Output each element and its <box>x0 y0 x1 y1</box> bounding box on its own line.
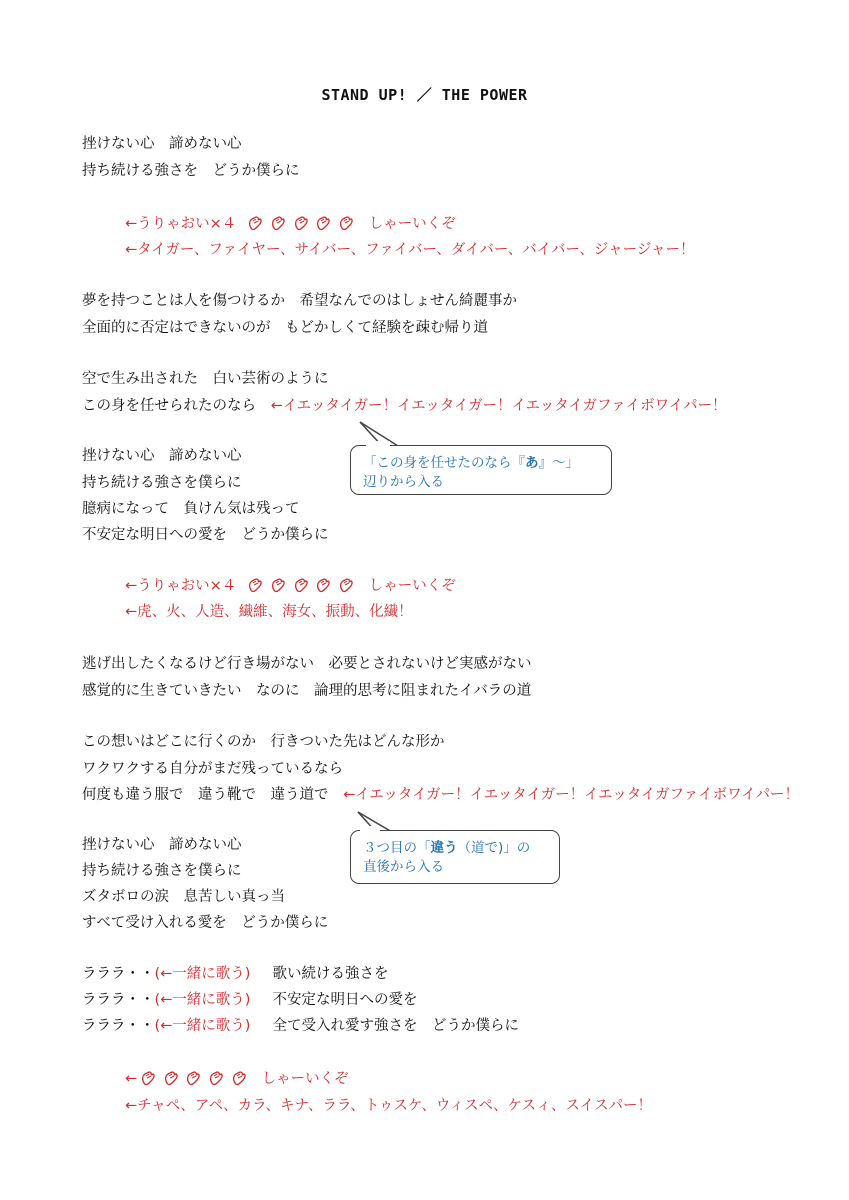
lyric-line: 挫けない心 諦めない心 <box>82 136 242 152</box>
call-text: ←うりゃおい×４ <box>125 216 237 232</box>
lyric-line: すべて受け入れる愛を どうか僕らに <box>82 915 329 931</box>
callout-tail-gap <box>360 826 380 832</box>
lyric-text: ラララ・・ <box>82 966 155 982</box>
lyric-line: 持ち続ける強さを僕らに <box>82 863 242 879</box>
callout-line: 直後から入る <box>363 859 444 875</box>
clapping-hands-icon <box>247 215 263 231</box>
callout-bubble <box>350 445 612 495</box>
lyric-text: ラララ・・ <box>82 1018 155 1034</box>
call-line <box>125 1069 349 1089</box>
clapping-hands-icon <box>247 577 263 593</box>
clap-group <box>139 1069 247 1089</box>
callout-text: （道で)」の <box>457 840 531 856</box>
lyric-line <box>82 990 417 1010</box>
call-line: ←虎、火、人造、繊維、海女、振動、化繊！ <box>125 604 413 620</box>
lyric-line: ズタボロの涙 息苦しい真っ当 <box>82 889 285 905</box>
call-line: ←タイガー、ファイヤー、サイバー、ファイバー、ダイバー、バイバー、ジャージャー！ <box>125 242 695 258</box>
lyric-line: 逃げ出したくなるけど行き場がない 必要とされないけど実感がない <box>82 656 532 672</box>
call-text: ←イエッタイガー！イエッタイガー！イエッタイガファイボワイパー！ <box>343 787 799 803</box>
clapping-hands-icon <box>315 577 331 593</box>
clapping-hands-icon <box>163 1070 179 1086</box>
lyric-text: 何度も違う服で 違う靴で 違う道で <box>82 787 329 803</box>
clapping-hands-icon <box>338 577 354 593</box>
lyric-line: 挫けない心 諦めない心 <box>82 448 242 464</box>
clap-group <box>246 214 354 234</box>
lyric-line <box>82 1016 519 1036</box>
clapping-hands-icon <box>140 1070 156 1086</box>
lyric-text: 不安定な明日への愛を <box>272 992 418 1008</box>
lyric-text: ラララ・・ <box>82 992 155 1008</box>
call-text: ← <box>125 1071 138 1087</box>
lyric-text: 全て受入れ愛す強さを どうか僕らに <box>272 1018 519 1034</box>
lyric-line: 挫けない心 諦めない心 <box>82 837 242 853</box>
lyric-line <box>82 785 799 805</box>
callout-line: 辺りから入る <box>363 474 444 490</box>
clapping-hands-icon <box>293 215 309 231</box>
callout-line <box>363 454 599 473</box>
lyric-line: ワクワクする自分がまだ残っているなら <box>82 761 343 777</box>
callout-text: 』～」 <box>538 455 579 471</box>
lyric-line <box>82 396 726 416</box>
clapping-hands-icon <box>185 1070 201 1086</box>
clapping-hands-icon <box>315 215 331 231</box>
lyric-line: この想いはどこに行くのか 行きついた先はどんな形か <box>82 734 445 750</box>
lyric-line: 感覚的に生きていきたい なのに 論理的思考に阻まれたイバラの道 <box>82 683 532 699</box>
lyric-line: 全面的に否定はできないのが もどかしくて経験を疎む帰り道 <box>82 320 488 336</box>
callout-line <box>363 839 547 858</box>
clapping-hands-icon <box>338 215 354 231</box>
callout-bubble <box>350 830 560 884</box>
callout-text: 「この身を任せたのなら『 <box>363 455 525 471</box>
clapping-hands-icon <box>270 215 286 231</box>
page-title: STAND UP! ／ THE POWER <box>321 86 528 104</box>
callout-tail-gap <box>366 441 390 447</box>
lyric-line <box>82 964 388 984</box>
lyric-line: 持ち続ける強さを僕らに <box>82 475 242 491</box>
call-text: (←一緒に歌う) <box>154 992 251 1008</box>
clapping-hands-icon <box>270 577 286 593</box>
lyric-line: 持ち続ける強さを どうか僕らに <box>82 163 300 179</box>
callout-emphasis: あ <box>525 455 539 471</box>
callout-text: ３つ目の「 <box>363 840 431 856</box>
lyric-line: 夢を持つことは人を傷つけるか 希望なんでのはしょせん綺麗事か <box>82 293 517 309</box>
call-text: しゃーいくぞ <box>368 578 456 594</box>
lyric-line: 空で生み出された 白い芸術のように <box>82 371 329 387</box>
lyric-line: 不安定な明日への愛を どうか僕らに <box>82 527 329 543</box>
clap-group <box>246 576 354 596</box>
clapping-hands-icon <box>208 1070 224 1086</box>
call-text: しゃーいくぞ <box>368 216 456 232</box>
lyric-text: 歌い続ける強さを <box>272 966 389 982</box>
call-text: (←一緒に歌う) <box>154 966 251 982</box>
call-line <box>125 214 456 234</box>
call-line <box>125 576 456 596</box>
call-text: ←うりゃおい×４ <box>125 578 237 594</box>
lyric-text: この身を任せられたのなら <box>82 398 256 414</box>
call-line: ←チャペ、アペ、カラ、キナ、ララ、トゥスケ、ウィスペ、ケスィ、スイスパー！ <box>125 1098 652 1114</box>
call-text: (←一緒に歌う) <box>154 1018 251 1034</box>
clapping-hands-icon <box>293 577 309 593</box>
call-text: しゃーいくぞ <box>261 1071 349 1087</box>
call-text: ←イエッタイガー！イエッタイガー！イエッタイガファイボワイパー！ <box>270 398 727 414</box>
clapping-hands-icon <box>231 1070 247 1086</box>
lyric-line: 臆病になって 負けん気は残って <box>82 501 300 517</box>
callout-emphasis: 違う <box>430 840 458 856</box>
